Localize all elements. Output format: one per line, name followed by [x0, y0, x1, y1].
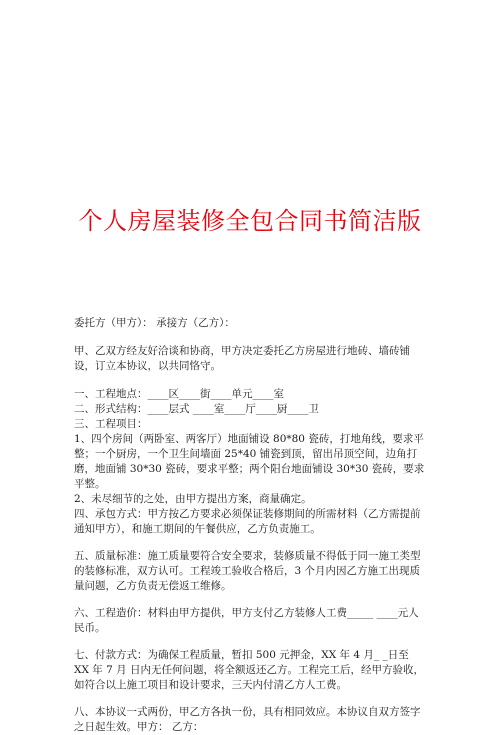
document-title: 个人房屋装修全包合同书简洁版 [78, 207, 422, 235]
clause-structure: 二、形式结构：____层式 ____室____厅____厨____卫 [74, 403, 319, 415]
clause-quality-standard: 五、质量标准：施工质量要符合安全要求，装修质量不得低于同一施工类型的装修标准，双方认可。工程竣工验收合格后，3 个月内因乙方施工出现质量问题，乙方负责无偿返工维修。 [74, 550, 421, 592]
clause-contract-method: 四、承包方式：甲方按乙方要求必须保证装修期间的所需材料（乙方需提前通知甲方），和施工期间的午餐供应，乙方负责施工。 [74, 508, 421, 535]
clause-items-heading: 三、工程项目： [74, 418, 148, 430]
intro-paragraph: 甲、乙双方经友好洽谈和协商，甲方决定委托乙方房屋进行地砖、墙砖铺设，订立本协议，以共同恪守。 [74, 345, 410, 372]
document-body [74, 316, 426, 735]
clause-copies-signature: 八、本协议一式两份，甲乙方各执一份，具有相同效应。本协议自双方签字之日起生效。甲方： 乙方： [74, 706, 421, 733]
clause-item-1: 1、四个房间（两卧室、两客厅）地面铺设 80*80 瓷砖，打地角线，要求平整；一个厨房，一个卫生间墙面 25*40 铺瓷到顶，留出吊顶空间，边角打磨，地面铺 30*30 瓷砖，要求平整；两个阳台地面铺设 30*30 瓷砖，要求平整。 [74, 433, 425, 490]
clause-item-2: 2、未尽细节的之处，由甲方提出方案，商量确定。 [74, 493, 312, 505]
clause-payment: 七、付款方式：为确保工程质量，暂扣 500 元押金，XX 年 4 月_ _日至 XX 年 7 月 日内无任何问题，将全额返还乙方。工程完工后，经甲方验收，如符合以上施工项目和设计要求，三天内付清乙方人工费。 [74, 649, 424, 691]
clause-cost: 六、工程造价：材料由甲方提供，甲方支付乙方装修人工费_____ ____元人民币。 [74, 607, 419, 634]
clause-location: 一、工程地点：____区____街____单元____室 [74, 388, 284, 400]
parties-line: 委托方（甲方）： 承接方（乙方）： [74, 317, 235, 329]
